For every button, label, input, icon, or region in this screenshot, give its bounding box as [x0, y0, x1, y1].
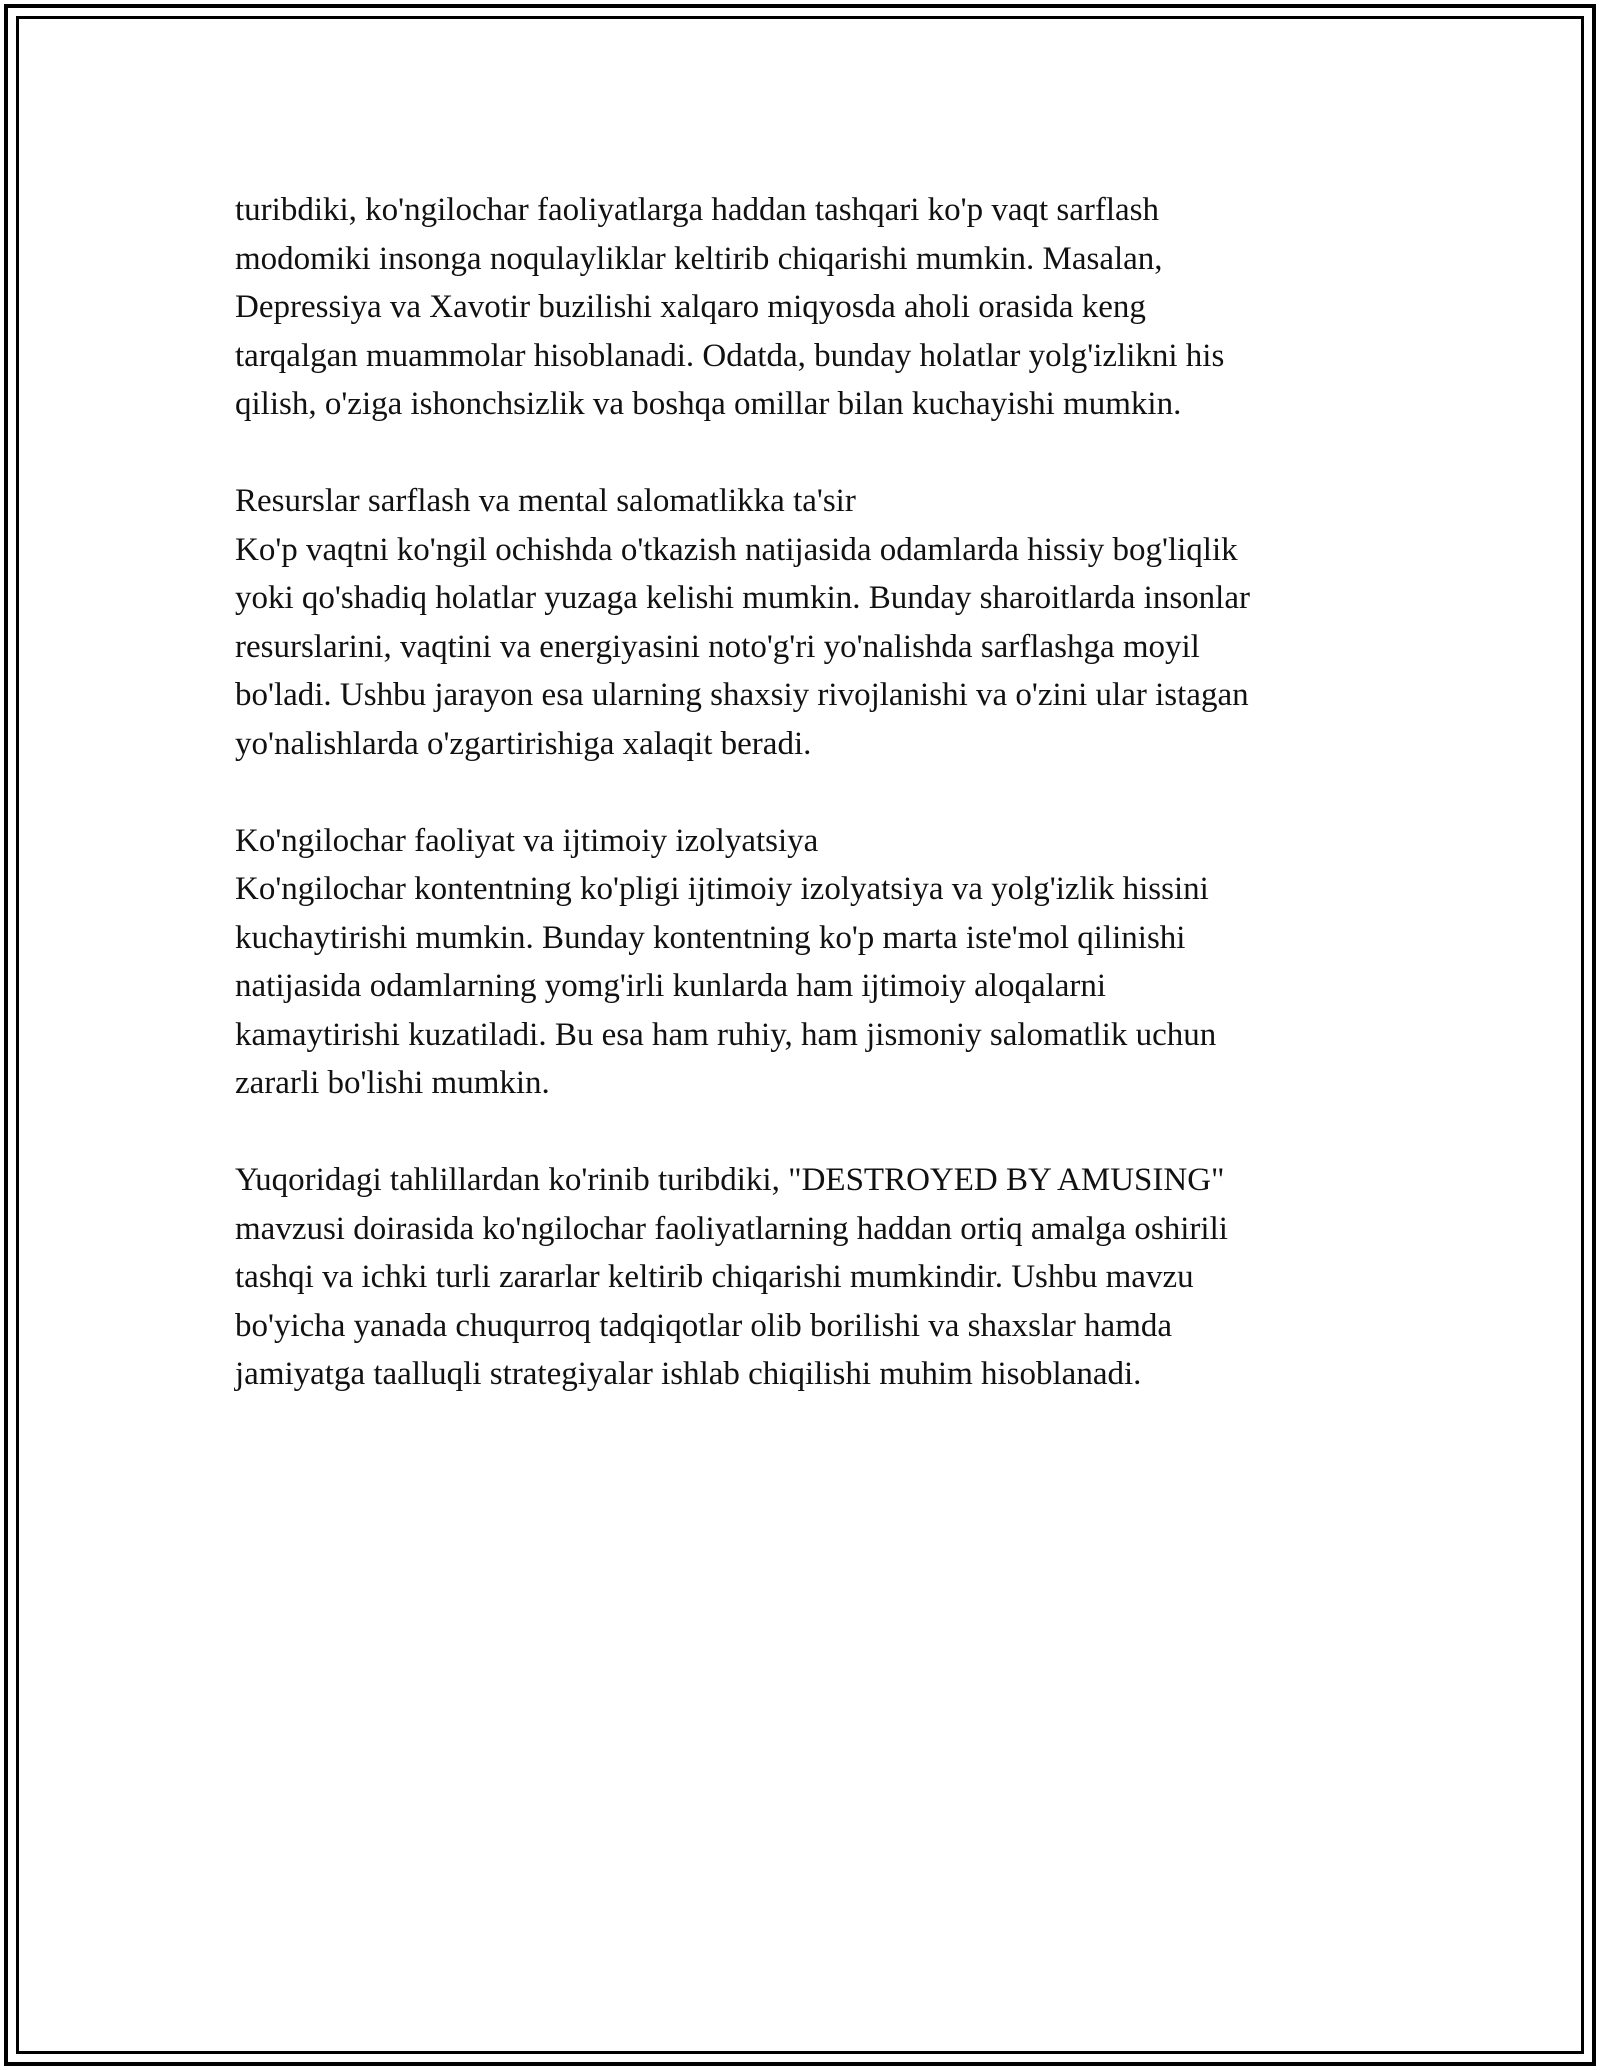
text-line: Ko'ngilochar kontentning ko'pligi ijtimoiy izolyatsiya va yolg'izlik hissini [235, 871, 1209, 907]
text-line: resurslarini, vaqtini va energiyasini noto'g'ri yo'nalishda sarflashga moyil [235, 628, 1200, 665]
document-body [235, 186, 1395, 1399]
paragraph-spacer [235, 1108, 1395, 1157]
text-line: tashqi va ichki turli zararlar keltirib chiqarishi mumkindir. Ushbu mavzu [235, 1259, 1194, 1295]
section-resources [235, 477, 1395, 768]
conclusion-paragraph [235, 1156, 1395, 1399]
paragraph-spacer [235, 768, 1395, 817]
section-heading: Ko'ngilochar faoliyat va ijtimoiy izolyatsiya [235, 822, 819, 859]
text-line: Yuqoridagi tahlillardan ko'rinib turibdiki, "DESTROYED BY AMUSING" [235, 1162, 1225, 1198]
text-line: bo'yicha yanada chuqurroq tadqiqotlar olib borilishi va shaxslar hamda [235, 1307, 1173, 1344]
text-line: qilish, o'ziga ishonchsizlik va boshqa omillar bilan kuchayishi mumkin. [235, 386, 1182, 422]
text-line: zararli bo'lishi mumkin. [235, 1065, 550, 1101]
text-line: turibdiki, ko'ngilochar faoliyatlarga haddan tashqari ko'p vaqt sarflash [235, 192, 1160, 228]
text-line: Depressiya va Xavotir buzilishi xalqaro miqyosda aholi orasida keng [235, 289, 1146, 325]
text-line: tarqalgan muammolar hisoblanadi. Odatda, bunday holatlar yolg'izlikni his [235, 337, 1225, 374]
text-line: bo'ladi. Ushbu jarayon esa ularning shaxsiy rivojlanishi va o'zini ular istagan [235, 677, 1249, 713]
intro-paragraph [235, 186, 1395, 429]
text-line: Ko'p vaqtni ko'ngil ochishda o'tkazish natijasida odamlarda hissiy bog'liqlik [235, 531, 1238, 568]
text-line: natijasida odamlarning yomg'irli kunlarda ham ijtimoiy aloqalarni [235, 968, 1107, 1004]
text-line: kuchaytirishi mumkin. Bunday kontentning ko'p marta iste'mol qilinishi [235, 919, 1186, 956]
text-line: modomiki insonga noqulayliklar keltirib chiqarishi mumkin. Masalan, [235, 240, 1163, 277]
section-isolation [235, 817, 1395, 1108]
text-line: kamaytirishi kuzatiladi. Bu esa ham ruhiy, ham jismoniy salomatlik uchun [235, 1016, 1217, 1053]
section-heading: Resurslar sarflash va mental salomatlikka ta'sir [235, 483, 856, 519]
text-line: mavzusi doirasida ko'ngilochar faoliyatlarning haddan ortiq amalga oshirili [235, 1210, 1228, 1247]
text-line: yo'nalishlarda o'zgartirishiga xalaqit beradi. [235, 725, 812, 762]
text-line: jamiyatga taalluqli strategiyalar ishlab chiqilishi muhim hisoblanadi. [235, 1356, 1142, 1392]
text-line: yoki qo'shadiq holatlar yuzaga kelishi mumkin. Bunday sharoitlarda insonlar [235, 580, 1250, 616]
paragraph-spacer [235, 429, 1395, 478]
